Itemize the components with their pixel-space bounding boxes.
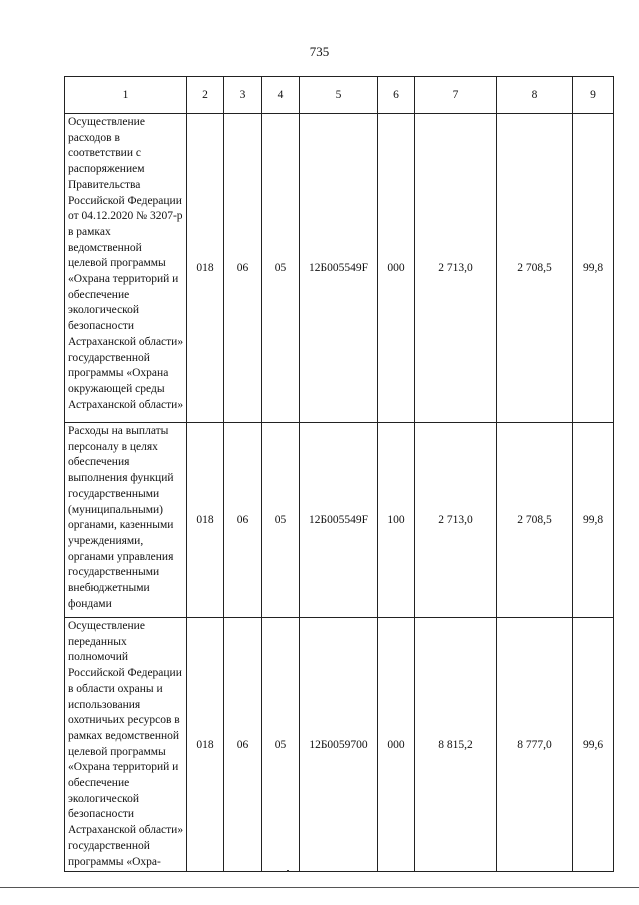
cell-section: 06 [224,618,262,872]
cell-expense-type: 100 [378,423,415,618]
cell-ministry-code: 018 [187,423,224,618]
column-header: 6 [378,77,415,114]
scan-speck [287,870,289,872]
cell-ministry-code: 018 [187,618,224,872]
table-row [65,423,614,618]
page-edge-line [0,887,639,888]
cell-expense-type: 000 [378,114,415,423]
budget-table [64,76,614,872]
cell-target-article: 12Б005549F [300,114,378,423]
column-header: 2 [187,77,224,114]
cell-percent: 99,8 [573,423,614,618]
cell-section: 06 [224,423,262,618]
cell-target-article: 12Б0059700 [300,618,378,872]
cell-executed: 2 708,5 [497,423,573,618]
column-header: 5 [300,77,378,114]
cell-planned: 2 713,0 [415,114,497,423]
row-description: Осуществление расходов в соответствии с распоряжением Правительства Российской Федерации от 04.12.2020 № 3207-р в рамках ведомственной целевой программы «Охрана территорий и обеспечение экологической безопасности Астраханской области» государственной программы «Охрана окружающей среды Астраханской области» [65,114,187,423]
table-row [65,114,614,423]
cell-section: 06 [224,114,262,423]
cell-executed: 2 708,5 [497,114,573,423]
cell-subsection: 05 [262,423,300,618]
cell-expense-type: 000 [378,618,415,872]
row-description: Осуществление переданных полномочий Российской Федерации в области охраны и использования охотничьих ресурсов в рамках ведомственной целевой программы «Охрана территорий и обеспечение экологической безопасности Астраханской области» государственной программы «Охра- [65,618,187,872]
cell-target-article: 12Б005549F [300,423,378,618]
column-header: 4 [262,77,300,114]
column-header: 1 [65,77,187,114]
table-row [65,618,614,872]
cell-percent: 99,8 [573,114,614,423]
column-header: 8 [497,77,573,114]
page-number: 735 [309,44,330,59]
cell-percent: 99,6 [573,618,614,872]
header-row [65,77,614,114]
column-header: 7 [415,77,497,114]
column-header: 3 [224,77,262,114]
cell-subsection: 05 [262,618,300,872]
cell-subsection: 05 [262,114,300,423]
column-header: 9 [573,77,614,114]
cell-planned: 2 713,0 [415,423,497,618]
cell-executed: 8 777,0 [497,618,573,872]
cell-ministry-code: 018 [187,114,224,423]
row-description: Расходы на выплаты персоналу в целях обеспечения выполнения функций государственными (муниципальными) органами, казенными учреждениями, органами управления государственными внебюджетными фондами [65,423,187,618]
cell-planned: 8 815,2 [415,618,497,872]
